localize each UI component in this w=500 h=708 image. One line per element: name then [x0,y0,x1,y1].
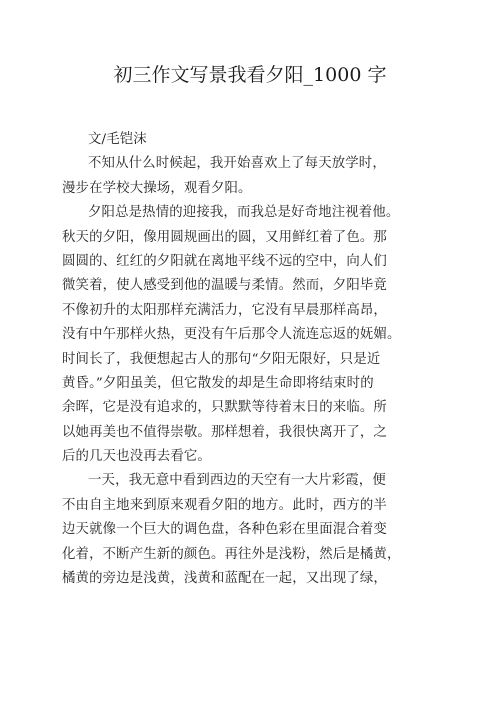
paragraph-line: 夕阳总是热情的迎接我，而我总是好奇地注视着他。 [88,205,400,221]
paragraph-line: 黄昏。”夕阳虽美，但它散发的却是生命即将结束时的 [62,375,374,391]
paragraph-line: 秋天的夕阳，像用圆规画出的圆，又用鲜红着了色。那 [62,229,387,245]
paragraph-line: 余晖，它是没有追求的，只默默等待着末日的来临。所 [62,400,387,416]
paragraph-line: 边天就像一个巨大的调色盘，各种色彩在里面混合着变 [62,522,387,538]
paragraph-line: 橘黄的旁边是浅黄，浅黄和蓝配在一起，又出现了绿， [62,571,387,587]
paragraph-line: 时间长了，我便想起古人的那句“夕阳无限好，只是近 [62,351,381,367]
paragraph-line: 微笑着，使人感受到他的温暖与柔情。然而，夕阳毕竟 [62,278,387,294]
paragraph-line: 一天，我无意中看到西边的天空有一大片彩霞，便 [88,473,386,489]
paragraph-line: 不像初升的太阳那样充满活力，它没有早晨那样高昂， [62,302,387,318]
paragraph-line: 以她再美也不值得崇敬。那样想着，我很快离开了，之 [62,424,387,440]
author-line: 文/毛铠沫 [88,132,147,147]
paragraph-line: 不知从什么时候起，我开始喜欢上了每天放学时， [88,156,386,172]
paragraph-line: 圆圆的、红红的夕阳就在离地平线不远的空中，向人们 [62,253,387,269]
paragraph-line: 不由自主地来到原来观看夕阳的地方。此时，西方的半 [62,497,387,513]
paragraph-line: 没有中午那样火热，更没有午后那令人流连忘返的妩媚。 [62,327,401,343]
paragraph-line: 化着，不断产生新的颜色。再往外是浅粉，然后是橘黄， [62,546,401,562]
document-body [62,128,442,591]
paragraph-line: 漫步在学校大操场，观看夕阳。 [62,180,252,196]
paragraph-line: 后的几天也没再去看它。 [62,449,211,465]
document-title: 初三作文写景我看夕阳_1000 字 [113,64,387,86]
